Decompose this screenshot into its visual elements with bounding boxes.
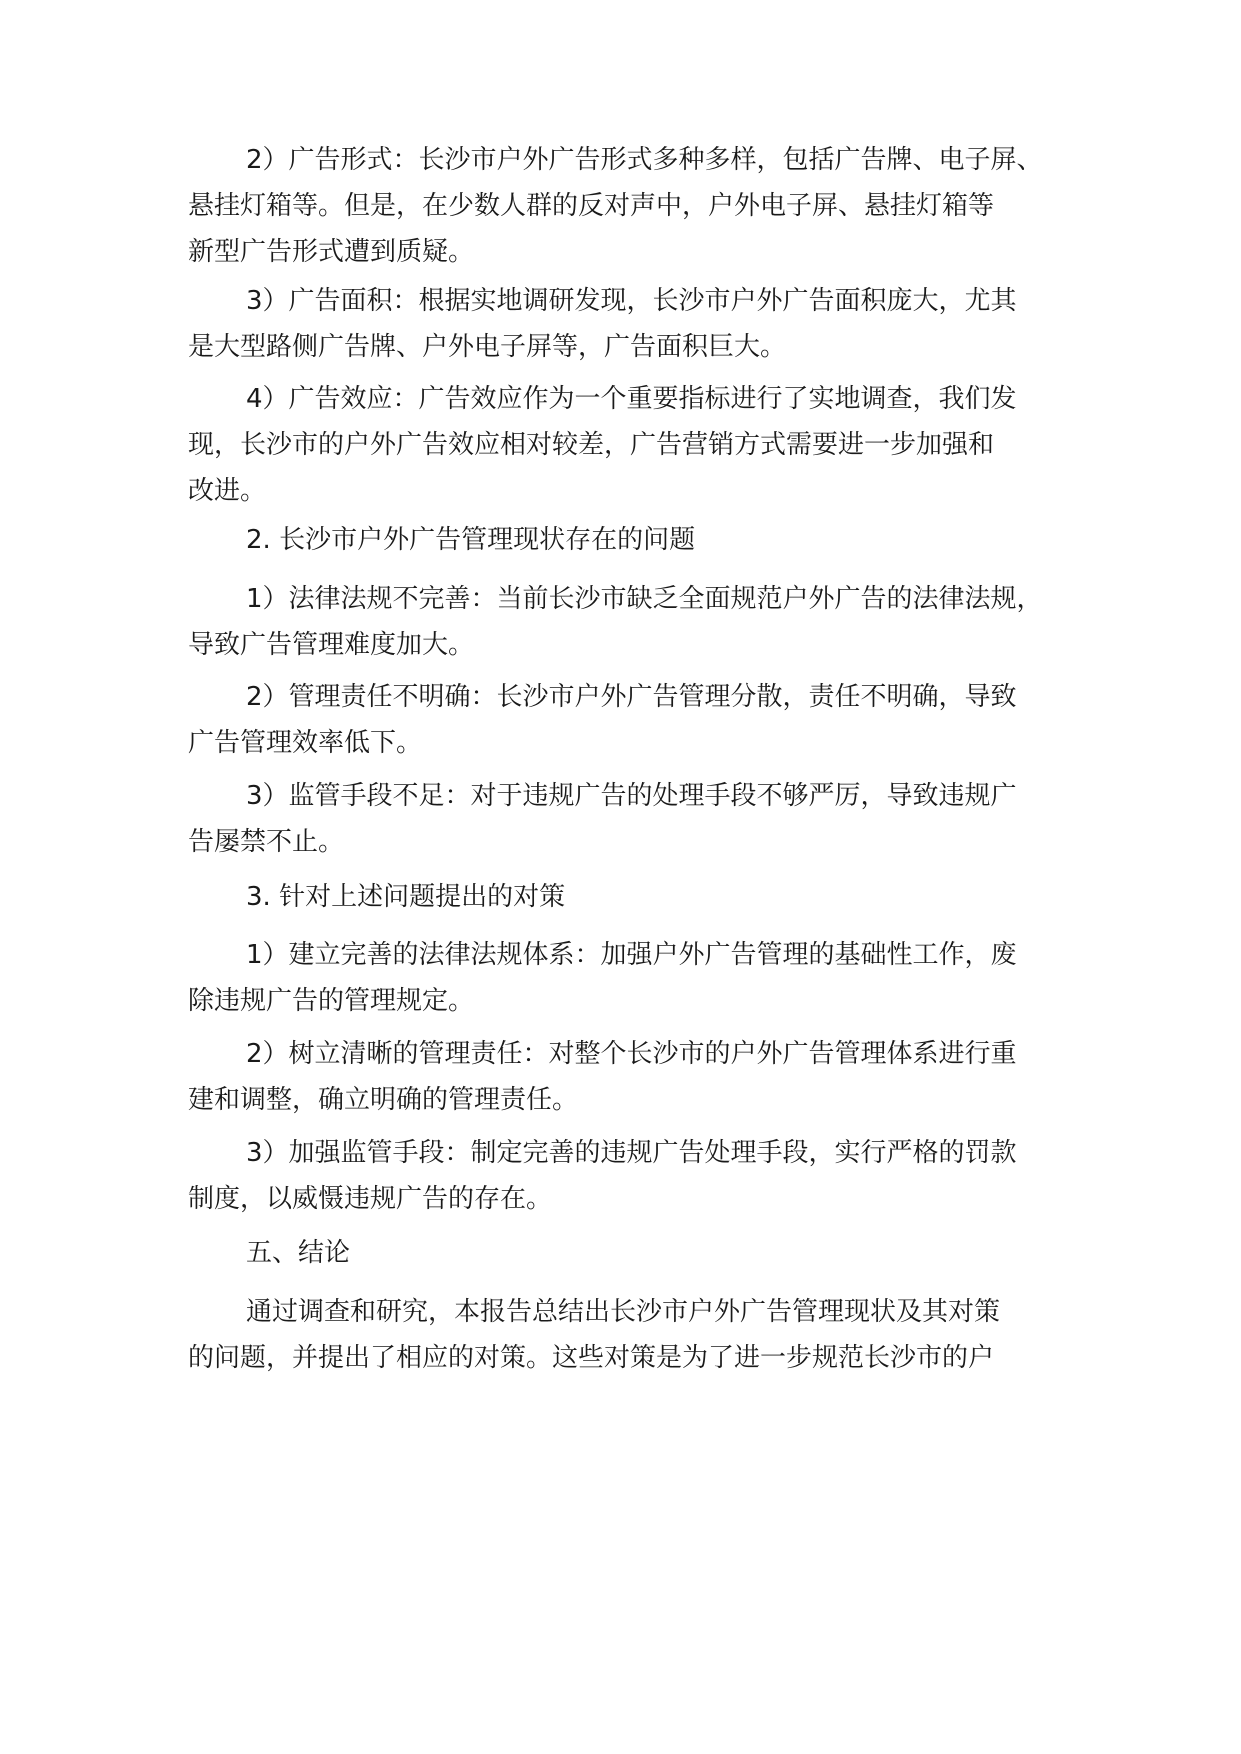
text-line: 新型广告形式遭到质疑。 [188,237,475,267]
text-line: 是大型路侧广告牌、户外电子屏等，广告面积巨大。 [188,332,787,362]
text-line: 1）建立完善的法律法规体系：加强户外广告管理的基础性工作，废 [246,940,1017,970]
paragraph-conclusion [188,1289,1088,1381]
paragraph-problem-law [188,576,1088,668]
paragraph-ad-effect [188,376,1088,514]
text-line: 3）广告面积：根据实地调研发现，长沙市户外广告面积庞大，尤其 [246,286,1017,316]
text-line: 2）树立清晰的管理责任：对整个长沙市的户外广告管理体系进行重 [246,1039,1017,1069]
text-line: 告屡禁不止。 [188,827,345,857]
text-line: 广告管理效率低下。 [188,728,423,758]
text-line: 悬挂灯箱等。但是，在少数人群的反对声中，户外电子屏、悬挂灯箱等 [188,191,995,221]
text-line: 2. 长沙市户外广告管理现状存在的问题 [246,525,696,555]
text-line: 建和调整，确立明确的管理责任。 [188,1085,579,1115]
text-line: 制度，以威慑违规广告的存在。 [188,1184,553,1214]
text-line: 现，长沙市的户外广告效应相对较差，广告营销方式需要进一步加强和 [188,430,995,460]
section-heading-problems [188,517,1088,563]
paragraph-ad-area [188,278,1088,370]
text-line: 2）广告形式：长沙市户外广告形式多种多样，包括广告牌、电子屏、 [246,145,1043,175]
paragraph-measure-responsibility [188,1031,1088,1123]
text-line: 的问题，并提出了相应的对策。这些对策是为了进一步规范长沙市的户 [188,1343,995,1373]
text-line: 改进。 [188,476,267,506]
text-line: 3）监管手段不足：对于违规广告的处理手段不够严厉，导致违规广 [246,781,1017,811]
text-line: 3. 针对上述问题提出的对策 [246,882,566,912]
text-line: 导致广告管理难度加大。 [188,630,475,660]
paragraph-measure-supervision [188,1130,1088,1222]
text-line: 2）管理责任不明确：长沙市户外广告管理分散，责任不明确，导致 [246,682,1017,712]
text-line: 通过调查和研究，本报告总结出长沙市户外广告管理现状及其对策 [246,1297,1001,1327]
text-line: 4）广告效应：广告效应作为一个重要指标进行了实地调查，我们发 [246,384,1017,414]
section-heading-countermeasures [188,874,1088,920]
text-line: 3）加强监管手段：制定完善的违规广告处理手段，实行严格的罚款 [246,1138,1017,1168]
text-line: 五、结论 [246,1238,351,1268]
section-heading-conclusion [188,1230,1088,1276]
paragraph-problem-supervision [188,773,1088,865]
paragraph-problem-responsibility [188,674,1088,766]
paragraph-measure-law [188,932,1088,1024]
text-line: 除违规广告的管理规定。 [188,986,475,1016]
text-line: 1）法律法规不完善：当前长沙市缺乏全面规范户外广告的法律法规， [246,584,1043,614]
paragraph-ad-form [188,137,1088,275]
